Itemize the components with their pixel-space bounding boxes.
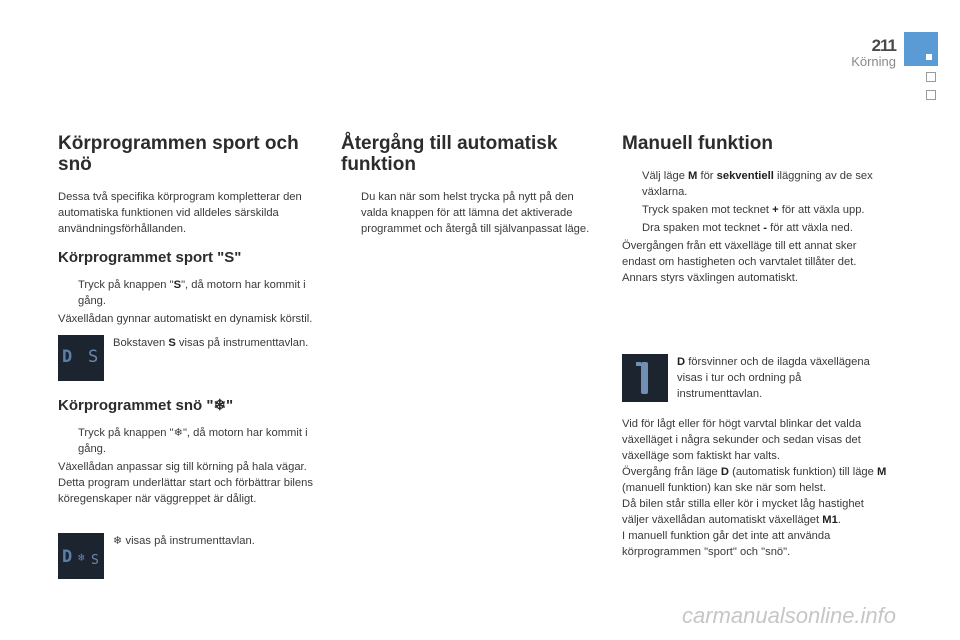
column-return-auto xyxy=(341,133,603,239)
key-label: S xyxy=(168,337,176,349)
column-sport-snow xyxy=(58,133,318,593)
manual-text-3: Vid för lågt eller för högt varvtal blinkar det valda växelläget i några sekunder och sedan visas det växelläge som faktiskt har valts. xyxy=(622,418,862,462)
text: för xyxy=(697,170,717,182)
text: ", då motorn har kommit i gång. xyxy=(78,279,306,307)
text: Tryck spaken mot tecknet xyxy=(642,204,773,216)
snow-text-1: Växellådan anpassar sig till körning på hala vägar. xyxy=(58,461,307,473)
manual-text-2: Annars styrs växlingen automatiskt. xyxy=(622,272,798,284)
dashboard-gear-image xyxy=(622,354,668,402)
section-name: Körning xyxy=(851,54,896,69)
text: (manuell funktion) kan ske när som helst. xyxy=(622,482,826,494)
display-d-glyph: D xyxy=(62,547,74,567)
heading-snow: Körprogrammet snö "❄" xyxy=(58,397,234,414)
section-tab[interactable] xyxy=(926,72,936,82)
bullet-sport xyxy=(58,277,318,309)
text: visas på instrumenttavlan. xyxy=(175,337,309,349)
key-label: sekventiell xyxy=(716,170,774,182)
key-label: D xyxy=(677,356,686,368)
dashboard-snow-image xyxy=(58,533,104,579)
bullet-manual-3 xyxy=(622,220,890,236)
display-d-glyph: D xyxy=(62,347,74,367)
heading-manual: Manuell funktion xyxy=(622,133,773,154)
text: för att växla upp. xyxy=(778,204,865,216)
sport-display-text xyxy=(113,335,313,351)
manual-text-5 xyxy=(622,496,890,528)
sport-text: Växellådan gynnar automatiskt en dynamisk körstil. xyxy=(58,313,313,325)
bullet-return xyxy=(341,189,603,237)
text: . xyxy=(837,514,841,526)
text: för att växla ned. xyxy=(767,222,853,234)
text: Tryck på knappen " xyxy=(78,279,174,291)
snowflake-icon: ❄ xyxy=(78,551,85,564)
section-tab[interactable] xyxy=(926,90,936,100)
key-label: S xyxy=(173,279,182,291)
heading-return-auto: Återgång till automatisk funktion xyxy=(341,133,558,175)
section-tab-active[interactable] xyxy=(904,32,938,66)
column-manual xyxy=(622,133,890,560)
snow-display-text: ❄ visas på instrumenttavlan. xyxy=(113,535,255,547)
key-label: M xyxy=(876,466,887,478)
display-s-glyph: S xyxy=(88,347,99,367)
page-number: 211 xyxy=(871,36,896,55)
text: Övergång från läge xyxy=(622,466,721,478)
bullet-manual-2 xyxy=(622,202,890,218)
text: Bokstaven xyxy=(113,337,169,349)
text: Då bilen står stilla eller kör i mycket låg hastighet väljer växellådan automatiskt växelläget xyxy=(622,498,864,526)
manual-display-row xyxy=(622,354,890,404)
text: Du kan när som helst trycka på nytt på den valda knappen för att lämna det aktiverade programmet och återgå till självanpassat läge. xyxy=(361,191,590,235)
key-label: - xyxy=(763,222,767,234)
bullet-manual-1 xyxy=(622,168,890,200)
heading-sport: Körprogrammet sport "S" xyxy=(58,249,242,266)
snow-text-2: Detta program underlättar start och förbättrar bilens köregenskaper när väggreppet är dåligt. xyxy=(58,477,313,505)
text: Dra spaken mot tecknet xyxy=(642,222,764,234)
watermark-text: carmanualsonline.info xyxy=(682,603,897,628)
manual-text-6: I manuell funktion går det inte att använda körprogrammen "sport" och "snö". xyxy=(622,530,831,558)
bullet-snow xyxy=(58,425,318,457)
tab-marker-icon xyxy=(926,54,932,60)
sport-display-row xyxy=(58,335,318,385)
heading-sport-snow: Körprogrammen sport och snö xyxy=(58,133,299,175)
intro-text: Dessa två specifika körprogram kompletterar den automatiska funktionen vid alldeles särskilda användningsförhållanden. xyxy=(58,191,302,235)
snow-display-row xyxy=(58,533,318,583)
text: försvinner och de ilagda växellägena visas i tur och ordning på instrumenttavlan. xyxy=(677,356,870,400)
key-label: D xyxy=(720,466,729,478)
manual-display-text xyxy=(677,354,877,402)
manual-text-4 xyxy=(622,464,890,496)
display-s-glyph: S xyxy=(91,553,99,568)
dashboard-sport-image xyxy=(58,335,104,381)
text: (automatisk funktion) till läge xyxy=(728,466,877,478)
key-label: M xyxy=(688,170,698,182)
key-label: M1 xyxy=(822,514,838,526)
gear-one-glyph xyxy=(641,362,648,394)
text: Välj läge xyxy=(642,170,689,182)
text: Tryck på knappen "❄", då motorn har kommit i gång. xyxy=(78,427,308,455)
manual-text-1: Övergången från ett växelläge till ett annat sker endast om hastigheten och varvtalet tillåter det. xyxy=(622,240,857,268)
text: iläggning av de sex växlarna. xyxy=(642,170,873,198)
key-label: + xyxy=(772,204,779,216)
